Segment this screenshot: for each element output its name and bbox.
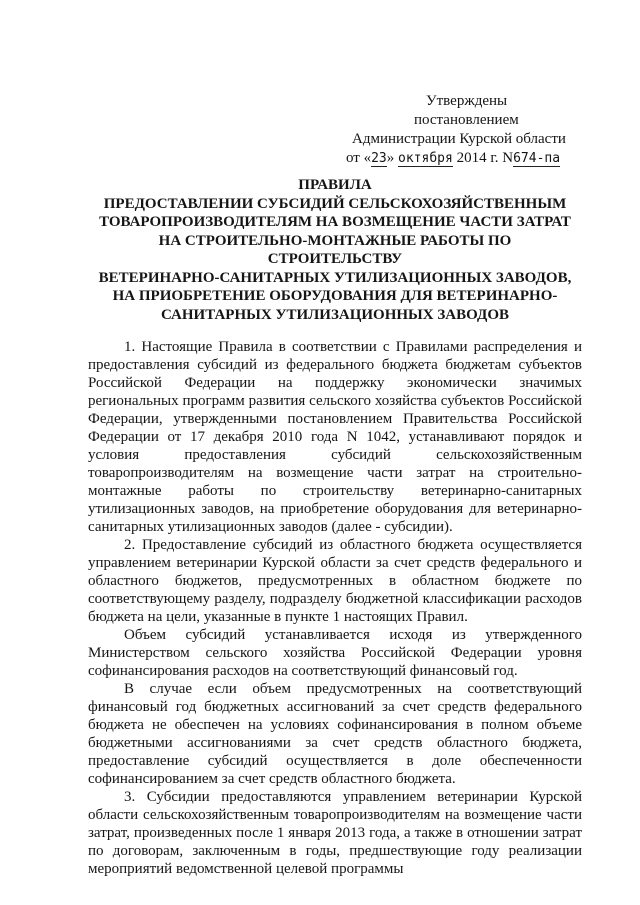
title-line: ТОВАРОПРОИЗВОДИТЕЛЯМ НА ВОЗМЕЩЕНИЕ ЧАСТИ ЗАТРАТ bbox=[99, 214, 571, 230]
title-line: САНИТАРНЫХ УТИЛИЗАЦИОННЫХ ЗАВОДОВ bbox=[160, 306, 510, 323]
date-prefix: от « bbox=[346, 150, 372, 166]
paragraph-cofinancing: В случае если объем предусмотренных на соответствующий финансовый год бюджетных ассигнований за счет средств федерального бюджета не обеспечен на условиях софинансирования в полном объеме бюджетными ассигнованиями за счет средств областного бюджета, предоставление субсидий осуществляется в доле обеспеченности софинансированием за счет средств областного бюджета. bbox=[88, 681, 582, 787]
approval-line-administration: Администрации Курской области bbox=[352, 131, 566, 147]
approval-stamp bbox=[346, 92, 592, 168]
document-number: 674-па bbox=[513, 151, 561, 166]
approval-line-approved: Утверждены bbox=[426, 93, 508, 109]
date-day-close: » bbox=[386, 150, 395, 166]
paragraph-2: 2. Предоставление субсидий из областного бюджета осуществляется управлением ветеринарии Курской области за счет средств федерального и областного бюджетов, предусмотренных в областном бюджете по соответствующему разделу, подразделу бюджетной классификации расходов бюджета на цели, указанные в пункте 1 настоящих Правил. bbox=[88, 537, 582, 625]
title-line: НА ПРИОБРЕТЕНИЕ ОБОРУДОВАНИЯ ДЛЯ ВЕТЕРИНАРНО- bbox=[112, 288, 558, 304]
paragraph-1: 1. Настоящие Правила в соответствии с Правилами распределения и предоставления субсидий из федерального бюджета бюджетам субъектов Российской Федерации на поддержку экономически значимых региональных программ развития сельского хозяйства субъектов Российской Федерации, утвержденными постановлением Правительства Российской Федерации от 17 декабря 2010 года N 1042, устанавливают порядок и условия предоставления субсидий сельскохозяйственным товаропроизводителям на возмещение части затрат на строительно-монтажные работы по строительству ветеринарно-санитарных утилизационных заводов, на приобретение оборудования для ветеринарно-санитарных утилизационных заводов (далее - субсидии). bbox=[88, 339, 582, 535]
date-year: 2014 г. N bbox=[456, 150, 514, 166]
title-line: ПРЕДОСТАВЛЕНИИ СУБСИДИЙ СЕЛЬСКОХОЗЯЙСТВЕННЫМ bbox=[103, 195, 567, 212]
title-line: НА СТРОИТЕЛЬНО-МОНТАЖНЫЕ РАБОТЫ ПО bbox=[158, 232, 512, 249]
paragraph-subsidy-volume: Объем субсидий устанавливается исходя из утвержденного Министерством сельского хозяйства Российской Федерации уровня софинансирования расходов на соответствующий финансовый год. bbox=[88, 627, 582, 679]
title-line: ВЕТЕРИНАРНО-САНИТАРНЫХ УТИЛИЗАЦИОННЫХ ЗАВОДОВ, bbox=[98, 269, 572, 286]
approval-date-line bbox=[346, 149, 592, 168]
document-body bbox=[88, 338, 582, 878]
date-month: октября bbox=[398, 151, 453, 166]
title-line: СТРОИТЕЛЬСТВУ bbox=[267, 251, 403, 267]
date-day: 23 bbox=[371, 151, 387, 166]
paragraph-3: 3. Субсидии предоставляются управлением ветеринарии Курской области сельскохозяйственным товаропроизводителям на возмещение части затрат, произведенных после 1 января 2013 года, а также в отношении затрат по договорам, заключенным в годы, предшествующие году реализации мероприятий ведомственной целевой программы bbox=[88, 789, 582, 877]
approval-line-resolution: постановлением bbox=[414, 112, 519, 128]
title-line: ПРАВИЛА bbox=[298, 177, 372, 193]
document-title bbox=[80, 176, 590, 324]
